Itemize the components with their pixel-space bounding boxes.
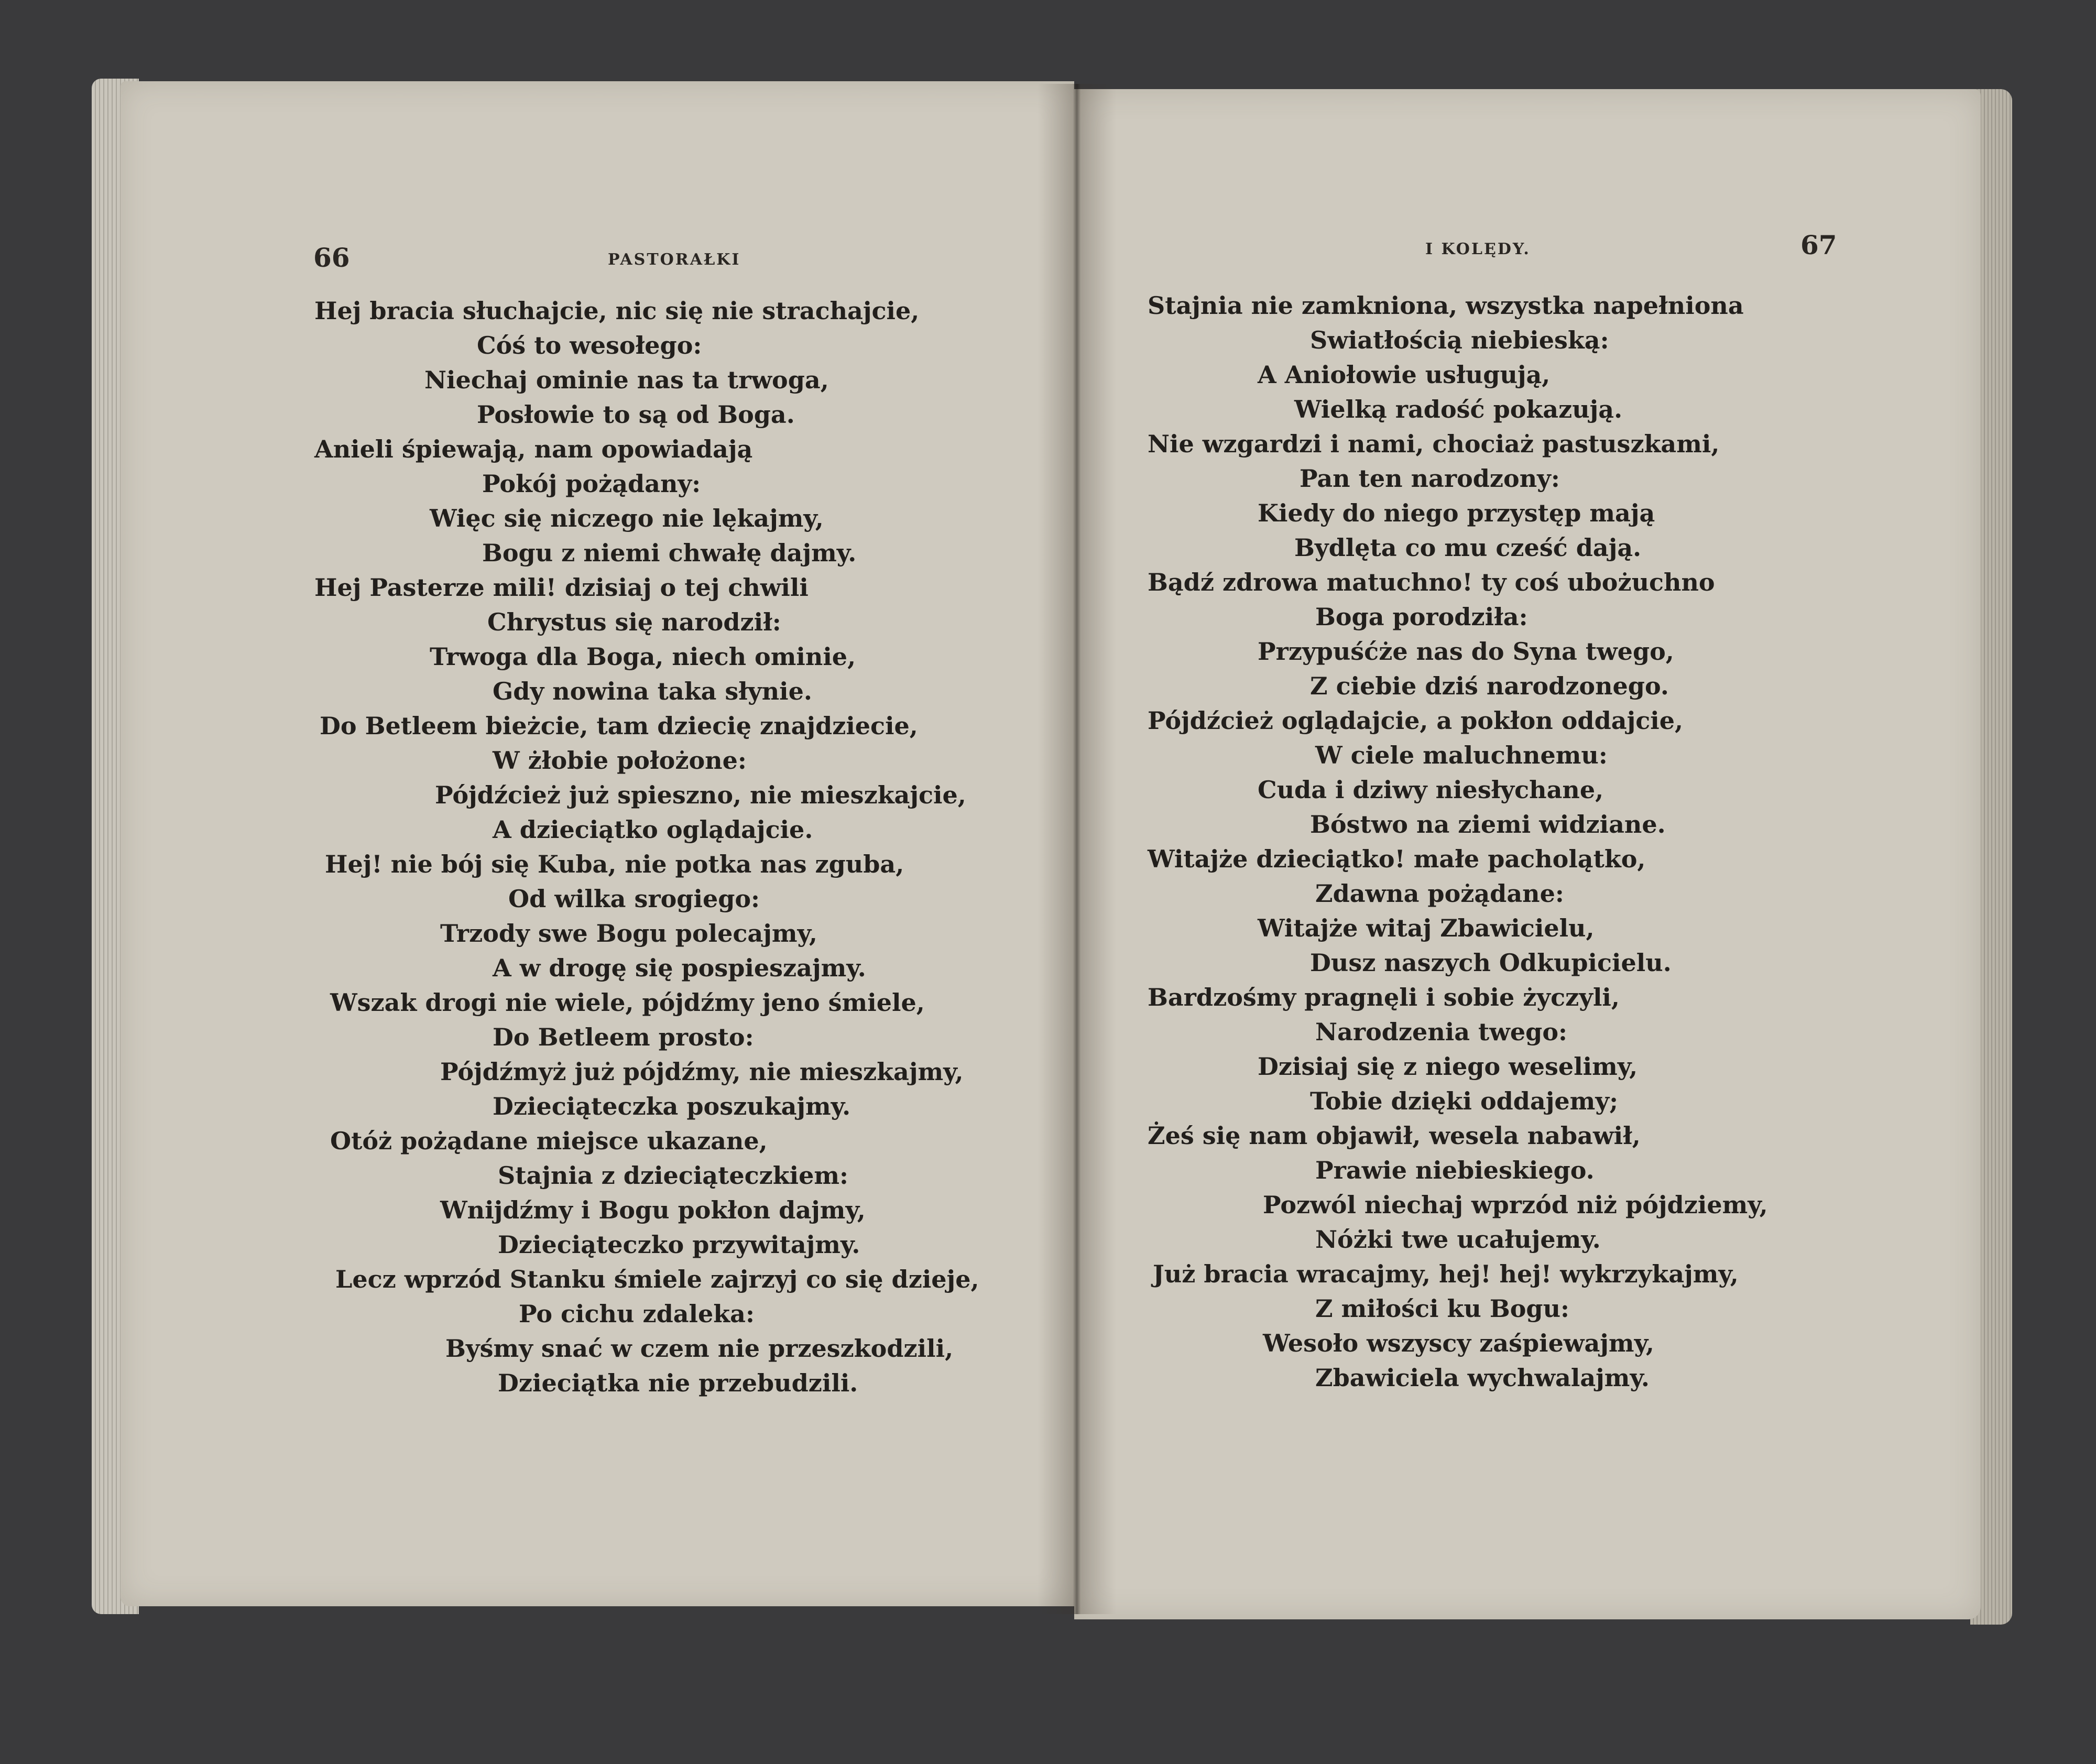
left-page-line: Więc się niczego nie lękajmy, — [430, 504, 824, 532]
right-page-line: Pójdźcież oglądajcie, a pokłon oddajcie, — [1148, 706, 1683, 735]
left-page-line: Pójdźcież już spieszno, nie mieszkajcie, — [435, 781, 966, 809]
right-page-line: Tobie dzięki oddajemy; — [1310, 1087, 1619, 1115]
right-page-line: Nie wzgardzi i nami, chociaż pastuszkami, — [1148, 430, 1720, 458]
right-page-line: Bądź zdrowa matuchno! ty coś ubożuchno — [1148, 568, 1715, 596]
left-page-line: Otóż pożądane miejsce ukazane, — [330, 1127, 768, 1155]
left-page-line: Stajnia z dzieciąteczkiem: — [498, 1161, 849, 1190]
right-page-line: Zdawna pożądane: — [1315, 879, 1564, 908]
right-page-line: Cuda i dziwy niesłychane, — [1258, 776, 1604, 804]
left-page-line: Cóś to wesołego: — [477, 331, 702, 360]
right-page-line: Bóstwo na ziemi widziane. — [1310, 810, 1666, 839]
right-page-line: Bardzośmy pragnęli i sobie życzyli, — [1148, 983, 1620, 1011]
book-gutter — [1038, 84, 1116, 1614]
left-page-line: Od wilka srogiego: — [508, 885, 760, 913]
left-page-line: Wszak drogi nie wiele, pójdźmy jeno śmiele, — [330, 988, 925, 1017]
left-page-line: Byśmy snać w czem nie przeszkodzili, — [445, 1334, 954, 1363]
right-page-number: 67 — [1800, 230, 1837, 260]
left-page-number: 66 — [313, 242, 350, 273]
left-page-line: Bogu z niemi chwałę dajmy. — [482, 539, 857, 567]
left-page-line: A dzieciątko oglądajcie. — [493, 815, 813, 844]
left-page-line: Trwoga dla Boga, niech ominie, — [430, 643, 856, 671]
right-page-line: Dusz naszych Odkupicielu. — [1310, 949, 1672, 977]
left-page-line: Niechaj ominie nas ta trwoga, — [424, 366, 829, 394]
right-page-line: Zbawiciela wychwalajmy. — [1315, 1364, 1650, 1392]
left-page-line: Dzieciątka nie przebudzili. — [498, 1369, 858, 1397]
right-page-line: Bydlęta co mu cześć dają. — [1294, 533, 1642, 562]
left-page-line: Po cichu zdaleka: — [519, 1300, 755, 1328]
left-page-line: Trzody swe Bogu polecajmy, — [440, 919, 817, 948]
left-page-line: A w drogę się pospieszajmy. — [493, 954, 866, 982]
right-page-line: Narodzenia twego: — [1315, 1018, 1568, 1046]
right-page-line: Pan ten narodzony: — [1300, 464, 1560, 493]
left-page-line: Chrystus się narodził: — [487, 608, 781, 636]
left-page-line: Wnijdźmy i Bogu pokłon dajmy, — [440, 1196, 866, 1224]
left-page-line: Hej Pasterze mili! dzisiaj o tej chwili — [314, 573, 809, 602]
left-running-header: PASTORAŁKI — [608, 251, 741, 269]
right-page-line: Kiedy do niego przystęp mają — [1258, 499, 1655, 527]
right-page-line: Wielką radość pokazują. — [1294, 395, 1623, 423]
right-page-line: Pozwól niechaj wprzód niż pójdziemy, — [1263, 1191, 1768, 1219]
right-page-line: Z miłości ku Bogu: — [1315, 1294, 1569, 1323]
left-page-line: Do Betleem bieżcie, tam dziecię znajdziecie, — [320, 712, 918, 740]
left-page-line: Do Betleem prosto: — [493, 1023, 754, 1051]
right-page-line: Swiatłością niebieską: — [1310, 326, 1609, 354]
right-page-line: Przypuśćże nas do Syna twego, — [1258, 637, 1674, 666]
right-page-line: Prawie niebieskiego. — [1315, 1156, 1595, 1184]
left-page-line: Pójdźmyż już pójdźmy, nie mieszkajmy, — [440, 1058, 964, 1086]
right-page-line: Nóżki twe ucałujemy. — [1315, 1225, 1601, 1254]
right-page-line: Witajże witaj Zbawicielu, — [1258, 914, 1595, 942]
right-page-line: A Aniołowie usługują, — [1258, 361, 1551, 389]
left-page-line: Dzieciąteczka poszukajmy. — [493, 1092, 851, 1120]
left-page-line: Hej bracia słuchajcie, nic się nie strachajcie, — [314, 297, 920, 325]
right-page-line: Wesoło wszyscy zaśpiewajmy, — [1263, 1329, 1654, 1357]
left-page-line: Lecz wprzód Stanku śmiele zajrzyj co się dzieje, — [335, 1265, 979, 1293]
left-page-line: W żłobie położone: — [493, 746, 747, 775]
right-page-line: Dzisiaj się z niego weselimy, — [1258, 1052, 1638, 1081]
left-page-line: Gdy nowina taka słynie. — [493, 677, 812, 705]
right-page-line: Z ciebie dziś narodzonego. — [1310, 672, 1669, 700]
right-page-line: W ciele maluchnemu: — [1315, 741, 1608, 769]
right-page-line: Boga porodziła: — [1315, 603, 1528, 631]
right-page-line: Witajże dzieciątko! małe pacholątko, — [1148, 845, 1646, 873]
right-page-line: Stajnia nie zamkniona, wszystka napełniona — [1148, 291, 1744, 320]
left-page-line: Pokój pożądany: — [482, 470, 701, 498]
right-page-line: Żeś się nam objawił, wesela nabawił, — [1148, 1121, 1641, 1150]
left-page-line: Posłowie to są od Boga. — [477, 400, 795, 429]
left-page-line: Dzieciąteczko przywitajmy. — [498, 1231, 860, 1259]
left-page-line: Anieli śpiewają, nam opowiadają — [314, 435, 753, 463]
right-page-line: Już bracia wracajmy, hej! hej! wykrzykajmy, — [1153, 1260, 1739, 1288]
right-running-header: I KOLĘDY. — [1425, 240, 1531, 258]
left-page-line: Hej! nie bój się Kuba, nie potka nas zguba, — [325, 850, 904, 878]
